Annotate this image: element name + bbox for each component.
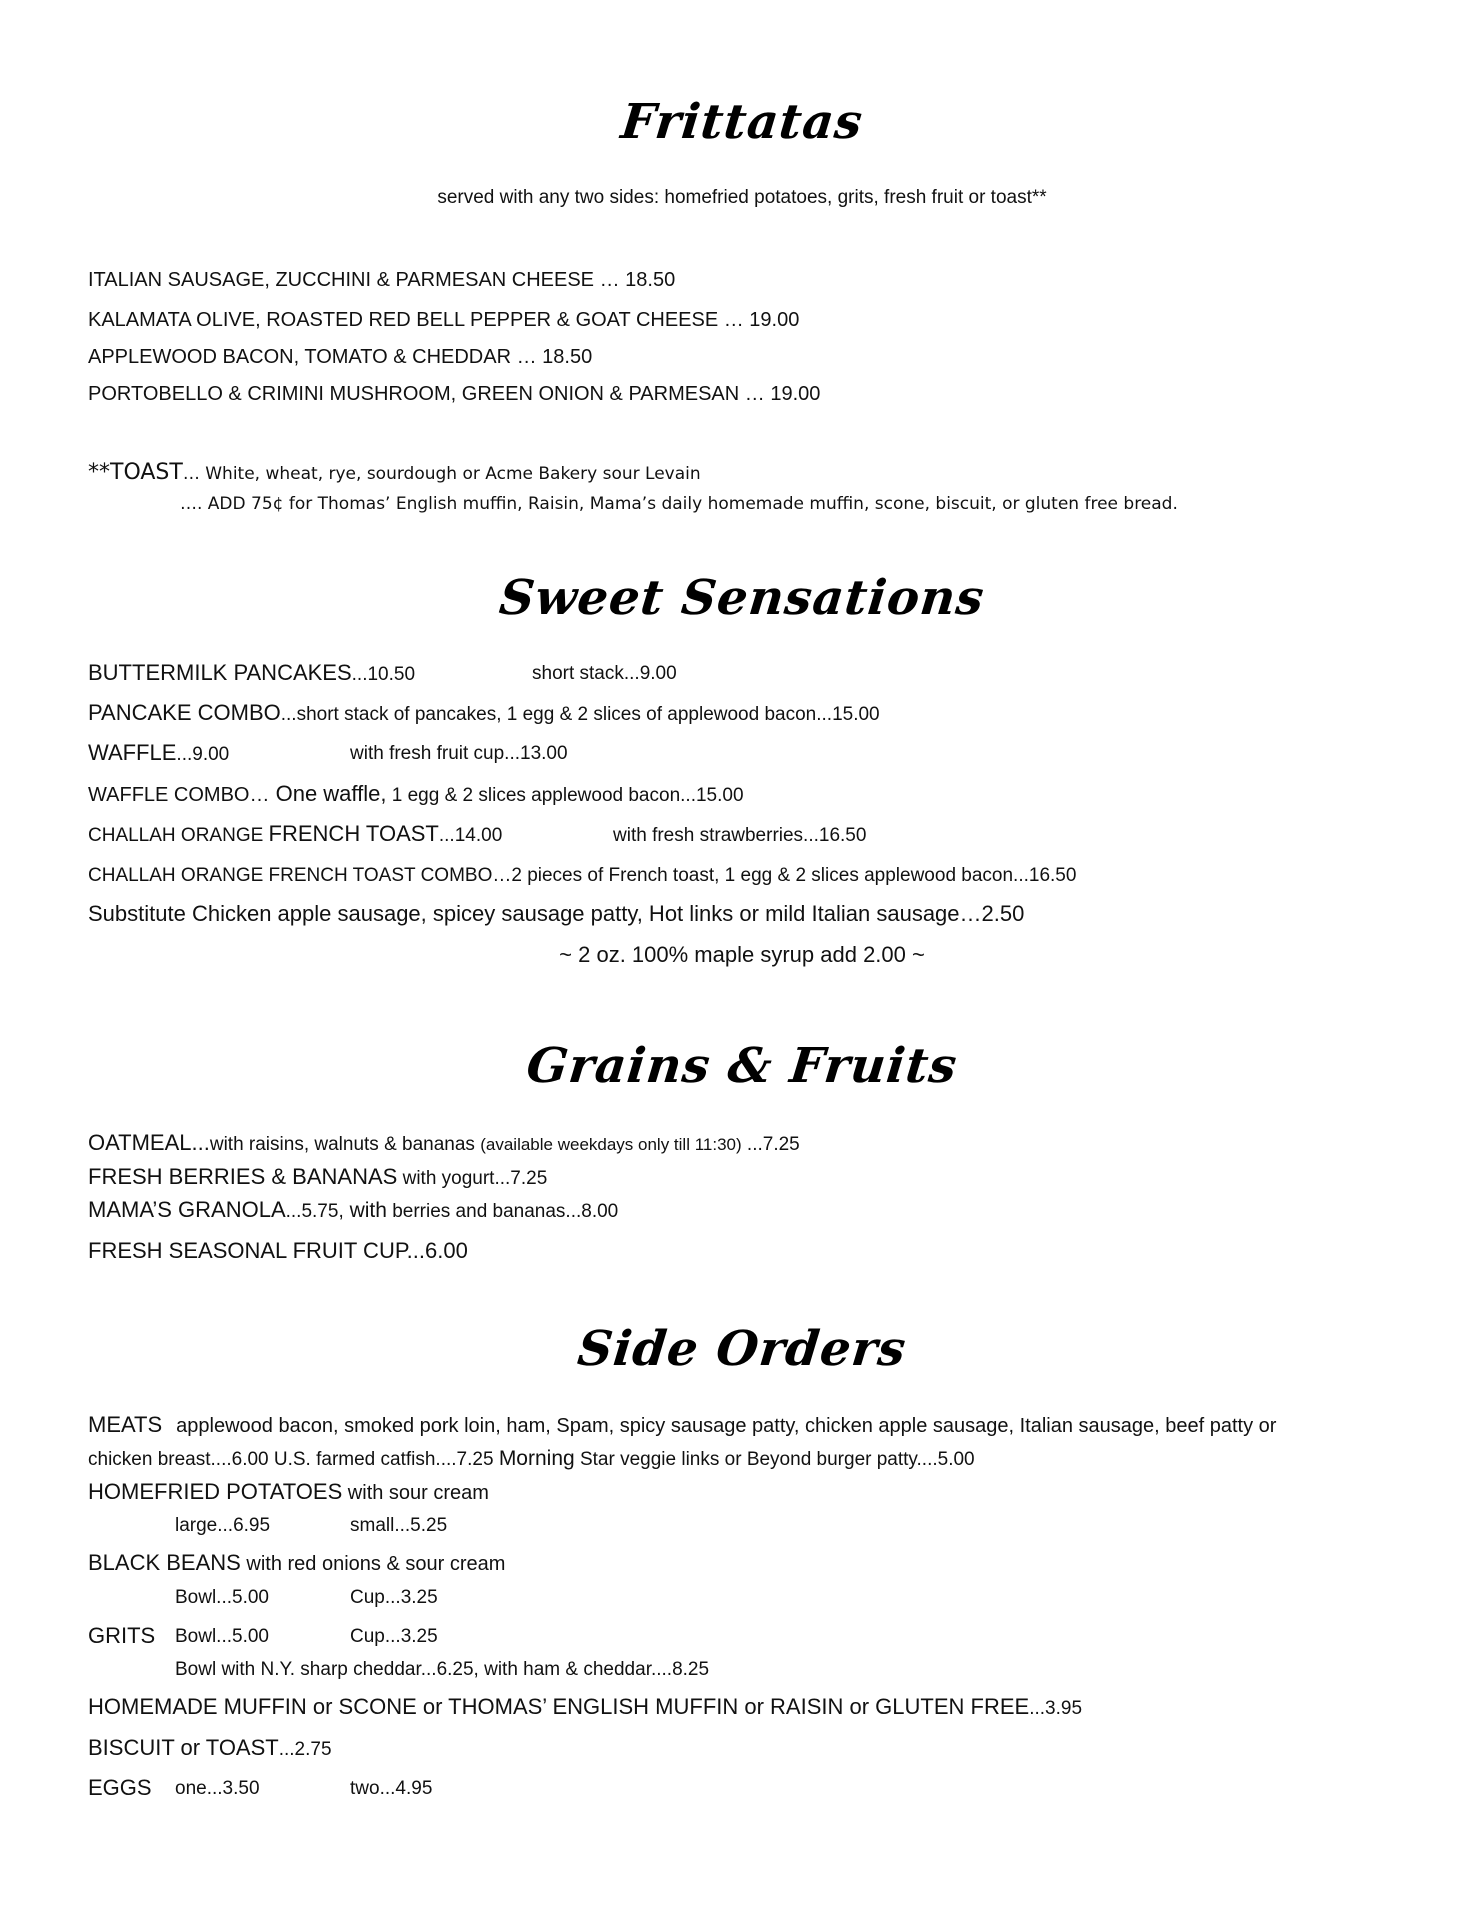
toast-options: … White, wheat, rye, sourdough or Acme Bakery sour Levain (182, 464, 701, 484)
granola-desc: berries and bananas...8.00 (386, 1201, 619, 1222)
oatmeal-name: OATMEAL... (88, 1130, 210, 1155)
pancake-combo-name: PANCAKE COMBO (88, 700, 281, 725)
granola-with: with (343, 1199, 387, 1222)
waffle-combo-item (88, 781, 744, 807)
frittatas-subtitle: served with any two sides: homefried potatoes, grits, fresh fruit or toast** (437, 187, 1047, 208)
oatmeal-item (88, 1130, 800, 1156)
meats-item (88, 1412, 1276, 1438)
potatoes-small: small...5.25 (350, 1515, 448, 1536)
black-beans-bowl: Bowl...5.00 (175, 1587, 269, 1608)
waffle-item (88, 740, 229, 766)
grits-cup: Cup...3.25 (350, 1626, 438, 1647)
frittata-item: KALAMATA OLIVE, ROASTED RED BELL PEPPER & GOAT CHEESE … 19.00 (88, 309, 800, 331)
oatmeal-availability: (available weekdays only till 11:30) (480, 1135, 742, 1154)
toast-note (88, 460, 701, 485)
eggs-one: one...3.50 (175, 1778, 260, 1799)
granola-item (88, 1197, 618, 1223)
french-toast-strawberries: with fresh strawberries...16.50 (613, 825, 867, 846)
french-toast-combo-item: CHALLAH ORANGE FRENCH TOAST COMBO…2 pieces of French toast, 1 egg & 2 slices applewood bacon...16.50 (88, 865, 1077, 886)
meats-veggie: Star veggie links or Beyond burger patty....5.00 (574, 1449, 975, 1470)
french-toast-price: ...14.00 (438, 825, 503, 846)
oatmeal-desc: with raisins, walnuts & bananas (209, 1134, 481, 1155)
berries-desc: with yogurt...7.25 (397, 1168, 548, 1189)
grits-extras: Bowl with N.Y. sharp cheddar...6.25, with ham & cheddar....8.25 (175, 1659, 710, 1680)
biscuit-item (88, 1735, 332, 1761)
waffle-combo-desc: 1 egg & 2 slices applewood bacon...15.00 (386, 785, 744, 806)
fruit-cup-item: FRESH SEASONAL FRUIT CUP...6.00 (88, 1238, 468, 1263)
oatmeal-price: ...7.25 (741, 1134, 800, 1155)
frittatas-heading: Frittatas (618, 94, 866, 150)
muffin-price: ...3.95 (1029, 1698, 1083, 1719)
berries-item (88, 1164, 547, 1190)
meats-name: MEATS (88, 1412, 163, 1437)
waffle-combo-name: WAFFLE COMBO… (88, 784, 270, 806)
eggs-name: EGGS (88, 1775, 152, 1800)
black-beans-cup: Cup...3.25 (350, 1587, 438, 1608)
muffin-item (88, 1694, 1082, 1720)
black-beans-item (88, 1550, 505, 1576)
biscuit-name: BISCUIT or TOAST (88, 1735, 279, 1760)
waffle-combo-one: One waffle, (269, 781, 387, 806)
eggs-two: two...4.95 (350, 1778, 433, 1799)
side-orders-heading: Side Orders (574, 1321, 910, 1377)
pancakes-short-stack: short stack...9.00 (532, 663, 677, 684)
french-toast-item (88, 821, 502, 847)
pancakes-name: BUTTERMILK PANCAKES (88, 660, 352, 685)
black-beans-name: BLACK BEANS (88, 1550, 241, 1575)
meats-item-continued (88, 1447, 975, 1471)
berries-name: FRESH BERRIES & BANANAS (88, 1164, 398, 1189)
biscuit-price: ...2.75 (278, 1739, 332, 1760)
frittata-item: APPLEWOOD BACON, TOMATO & CHEDDAR … 18.50 (88, 346, 593, 368)
waffle-name: WAFFLE (88, 740, 177, 765)
pancake-combo-item (88, 700, 880, 726)
substitute-note: Substitute Chicken apple sausage, spicey sausage patty, Hot links or mild Italian sausage…2.50 (88, 901, 1025, 926)
waffle-price: ...9.00 (176, 744, 230, 765)
granola-name: MAMA’S GRANOLA (88, 1197, 286, 1222)
potatoes-large: large...6.95 (175, 1515, 271, 1536)
muffin-name: HOMEMADE MUFFIN or SCONE or THOMAS’ ENGLISH MUFFIN or RAISIN or GLUTEN FREE (88, 1694, 1030, 1719)
pancake-combo-desc: ...short stack of pancakes, 1 egg & 2 slices of applewood bacon...15.00 (280, 704, 880, 725)
pancakes-item (88, 660, 415, 686)
waffle-fruit-cup: with fresh fruit cup...13.00 (350, 743, 568, 764)
grits-bowl: Bowl...5.00 (175, 1626, 269, 1647)
meats-desc-line2: chicken breast....6.00 U.S. farmed catfish....7.25 (88, 1449, 499, 1470)
grits-name: GRITS (88, 1623, 156, 1648)
meats-desc: applewood bacon, smoked pork loin, ham, Spam, spicy sausage patty, chicken apple sausage, Italian sausage, beef patty or (176, 1415, 1277, 1437)
potatoes-item (88, 1479, 489, 1505)
meats-morning: Morning (498, 1447, 575, 1470)
pancakes-price: ...10.50 (351, 664, 416, 685)
grains-fruits-heading: Grains & Fruits (523, 1038, 961, 1094)
toast-label: **TOAST (88, 460, 183, 485)
granola-price: ...5.75, (285, 1201, 344, 1222)
potatoes-desc: with sour cream (342, 1482, 489, 1504)
frittata-item: PORTOBELLO & CRIMINI MUSHROOM, GREEN ONION & PARMESAN … 19.00 (88, 383, 821, 405)
potatoes-name: HOMEFRIED POTATOES (88, 1479, 343, 1504)
maple-syrup-note: ~ 2 oz. 100% maple syrup add 2.00 ~ (559, 942, 925, 967)
frittata-item: ITALIAN SAUSAGE, ZUCCHINI & PARMESAN CHEESE … 18.50 (88, 269, 676, 291)
french-toast-name: FRENCH TOAST (268, 821, 439, 846)
toast-addon: …. ADD 75¢ for Thomas’ English muffin, Raisin, Mama’s daily homemade muffin, scone, biscuit, or gluten free bread. (180, 494, 1178, 514)
black-beans-desc: with red onions & sour cream (240, 1553, 506, 1575)
french-toast-prefix: CHALLAH ORANGE (88, 825, 269, 846)
sweet-sensations-heading: Sweet Sensations (496, 570, 988, 626)
